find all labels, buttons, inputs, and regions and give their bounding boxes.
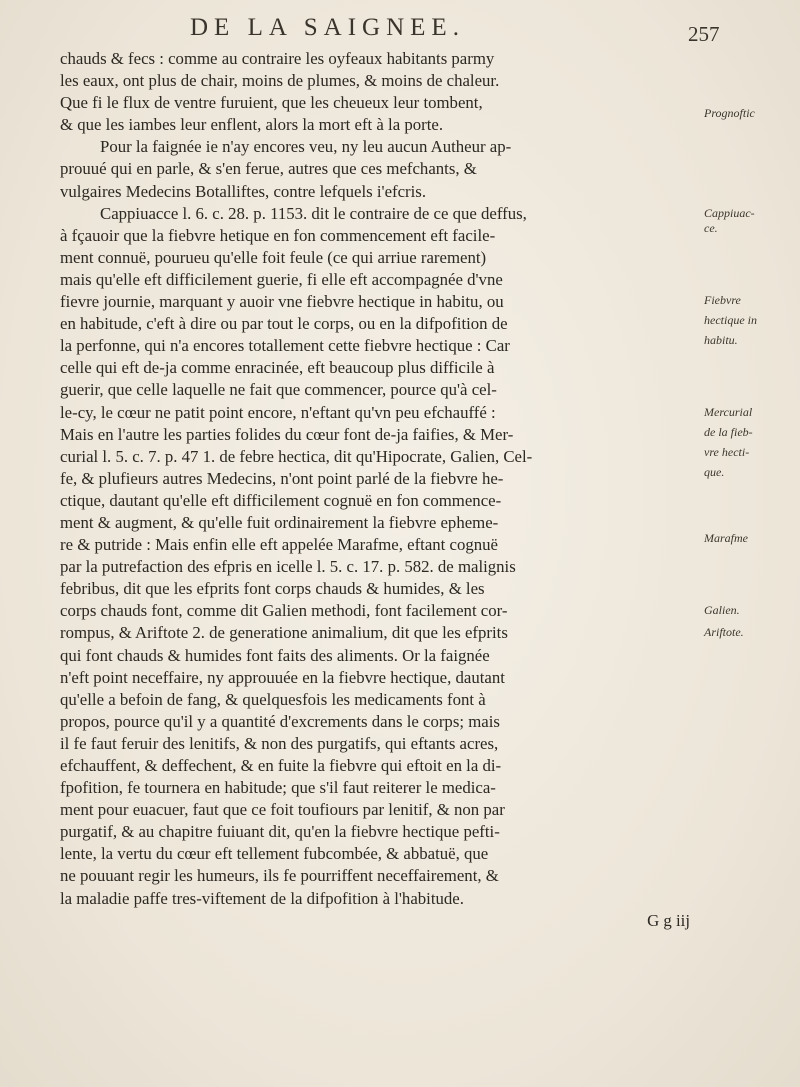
text-line: Cappiuacce l. 6. c. 28. p. 1153. dit le contraire de ce que deffus, — [100, 203, 527, 223]
text-line: la maladie paffe tres-viftement de la difpofition à l'habitude. — [60, 888, 464, 908]
text-line: lente, la vertu du cœur eft tellement fubcombée, & abbatuë, que — [60, 844, 489, 864]
text-line: propos, pource qu'il y a quantité d'excrements dans le corps; mais — [60, 711, 500, 731]
text-line: ctique, dautant qu'elle eft difficilement cognuë en fon commence- — [60, 490, 502, 510]
text-line: curial l. 5. c. 7. p. 47 1. de febre hectica, dit qu'Hipocrate, Galien, Cel- — [60, 446, 533, 466]
text-line: Que fi le flux de ventre furuient, que les cheueux leur tombent, — [60, 93, 483, 113]
margin-note-fiebvre: Fiebvre — [704, 293, 741, 307]
signature-mark: G g iij — [647, 910, 690, 930]
text-line: la perfonne, qui n'a encores totallement cette fiebvre hectique : Car — [60, 336, 510, 356]
text-line: corps chauds font, comme dit Galien methodi, font facilement cor- — [60, 601, 508, 621]
text-line: en habitude, c'eft à dire ou par tout le corps, ou en la difpofition de — [60, 314, 508, 334]
text-line: guerir, que celle laquelle ne fait que commencer, pource qu'à cel- — [60, 380, 497, 400]
text-line: vulgaires Medecins Botalliftes, contre lefquels i'efcris. — [60, 181, 427, 201]
text-line: Pour la faignée ie n'ay encores veu, ny leu aucun Autheur ap- — [100, 137, 512, 157]
text-line: mais qu'elle eft difficilement guerie, fi elle eft accompagnée d'vne — [60, 269, 503, 289]
text-line: prouué qui en parle, & s'en ferue, autres que ces mefchants, & — [60, 159, 477, 179]
text-line: qu'elle a befoin de fang, & quelquesfois les medicaments font à — [60, 689, 486, 709]
margin-note-mercurial: Mercurial — [704, 405, 753, 419]
text-line: fpofition, fe tournera en habitude; que s'il faut reiterer le medica- — [60, 778, 496, 798]
text-line: Mais en l'autre les parties folides du cœur font de-ja faifies, & Mer- — [60, 424, 514, 444]
margin-note-fiebvre: habitu. — [704, 333, 738, 347]
page-number: 257 — [688, 22, 720, 46]
text-line: ment connuë, pourueu qu'elle foit feule (ce qui arriue rarement) — [60, 247, 487, 267]
text-line: purgatif, & au chapitre fuiuant dit, qu'en la fiebvre hectique pefti- — [60, 822, 500, 842]
text-line: il fe faut feruir des lenitifs, & non des purgatifs, qui eftants acres, — [60, 733, 499, 753]
running-title: DE LA SAIGNEE. — [190, 14, 465, 41]
margin-note-aristote: Ariftote. — [704, 625, 744, 639]
margin-note-cappiuacce: Cappiuac- — [704, 206, 755, 220]
text-line: par la putrefaction des efpris en icelle l. 5. c. 17. p. 582. de malignis — [60, 557, 516, 577]
text-line: n'eft point neceffaire, ny approuuée en la fiebvre hectique, dautant — [60, 667, 505, 687]
text-line: ment & augment, & qu'elle fuit ordinairement la fiebvre epheme- — [60, 512, 499, 532]
margin-note-cappiuacce: ce. — [704, 221, 718, 235]
text-line: febribus, dit que les efprits font corps chauds & humides, & les — [60, 579, 485, 599]
body-text — [60, 48, 700, 932]
text-line: efchauffent, & deffechent, & en fuite la fiebvre qui eftoit en la di- — [60, 756, 502, 775]
text-line: les eaux, ont plus de chair, moins de plumes, & moins de chaleur. — [60, 71, 500, 91]
margin-note-mercurial: que. — [704, 465, 725, 479]
margin-note-galien: Galien. — [704, 603, 740, 617]
margin-note-mercurial: vre hecti- — [704, 445, 750, 459]
margin-note-fiebvre: hectique in — [704, 313, 757, 327]
text-line: à fçauoir que la fiebvre hetique en fon commencement eft facile- — [60, 225, 496, 245]
text-line: & que les iambes leur enflent, alors la mort eft à la porte. — [60, 115, 444, 135]
margin-note-marasme: Marafme — [704, 531, 748, 545]
margin-note-mercurial: de la fieb- — [704, 425, 753, 439]
text-line: rompus, & Ariftote 2. de generatione animalium, dit que les efprits — [60, 623, 508, 643]
text-line: fievre journie, marquant y auoir vne fiebvre hectique in habitu, ou — [60, 292, 504, 312]
text-line: qui font chauds & humides font faits des aliments. Or la faignée — [60, 645, 490, 665]
text-line: re & putride : Mais enfin elle eft appelée Marafme, eftant cognuë — [60, 535, 498, 555]
page-header — [0, 14, 800, 48]
text-line: ment pour euacuer, faut que ce foit toufiours par lenitif, & non par — [60, 800, 505, 820]
margin-note-prognostic: Prognoftic — [704, 106, 755, 120]
text-line: chauds & fecs : comme au contraire les oyfeaux habitants parmy — [60, 49, 495, 68]
text-line: fe, & plufieurs autres Medecins, n'ont point parlé de la fiebvre he- — [60, 468, 504, 488]
text-line: celle qui eft de-ja comme enracinée, eft beaucoup plus difficile à — [60, 358, 495, 378]
text-line: le-cy, le cœur ne patit point encore, n'eftant qu'vn peu efchauffé : — [60, 402, 496, 422]
text-line: ne pouuant regir les humeurs, ils fe pourriffent neceffairement, & — [60, 866, 499, 886]
